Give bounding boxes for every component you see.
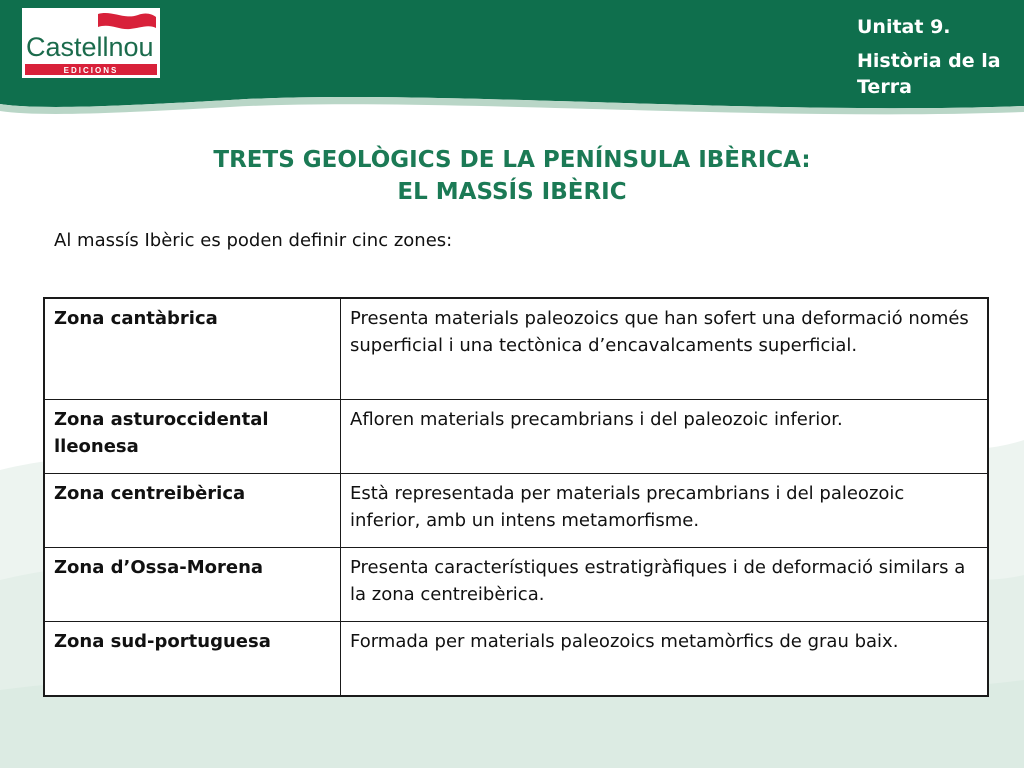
zone-description: Està representada per materials precambrians i del paleozoic inferior, amb un intens metamorfisme. xyxy=(341,474,989,548)
zone-name: Zona centreibèrica xyxy=(44,474,341,548)
unit-number: Unitat 9. xyxy=(857,16,951,38)
zone-name: Zona sud-portuguesa xyxy=(44,622,341,697)
zone-description: Presenta característiques estratigràfiques i de deformació similars a la zona centreibèrica. xyxy=(341,548,989,622)
zone-name: Zona cantàbrica xyxy=(44,298,341,400)
table-row xyxy=(44,548,988,622)
intro-text: Al massís Ibèric es poden definir cinc zones: xyxy=(54,230,453,251)
brand-name: Castellnou xyxy=(26,32,154,62)
slide-title xyxy=(40,144,984,208)
zone-description: Afloren materials precambrians i del paleozoic inferior. xyxy=(341,400,989,474)
zone-name: Zona d’Ossa-Morena xyxy=(44,548,341,622)
unit-title: Història de la Terra xyxy=(857,50,1001,98)
table-row xyxy=(44,298,988,400)
zone-description: Formada per materials paleozoics metamòrfics de grau baix. xyxy=(341,622,989,697)
table-row xyxy=(44,622,988,697)
table-row xyxy=(44,474,988,548)
castellnou-logo[interactable] xyxy=(20,8,162,80)
unit-label xyxy=(857,14,1017,100)
table-row xyxy=(44,400,988,474)
zone-description: Presenta materials paleozoics que han sofert una deformació només superficial i una tectònica d’encavalcaments superficial. xyxy=(341,298,989,400)
zones-table xyxy=(43,297,989,697)
brand-sub: EDICIONS xyxy=(63,66,119,75)
slide-title-line2: EL MASSÍS IBÈRIC xyxy=(397,179,627,205)
zone-name: Zona asturoccidental lleonesa xyxy=(44,400,341,474)
slide-title-line1: TRETS GEOLÒGICS DE LA PENÍNSULA IBÈRICA: xyxy=(213,147,811,173)
castellnou-logo-mark xyxy=(20,8,162,80)
